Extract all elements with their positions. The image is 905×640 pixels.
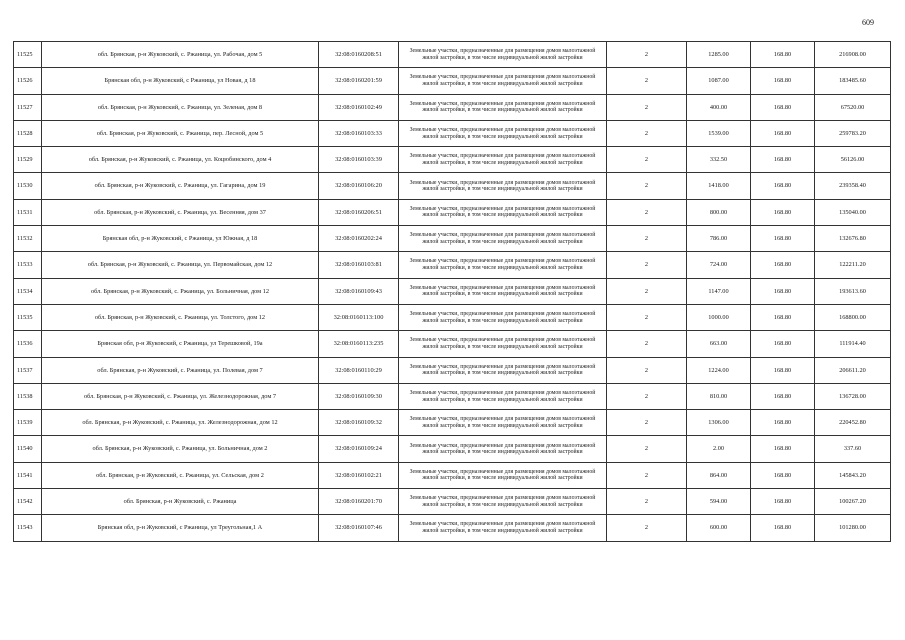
area-cell: 1539.00 xyxy=(687,120,751,146)
area-cell: 1087.00 xyxy=(687,68,751,94)
group-code-cell: 2 xyxy=(607,331,687,357)
cadastral-value-cell: 111914.40 xyxy=(815,331,891,357)
address-cell: обл. Брянская, р-н Жуковский, с. Ржаница, ул. Первомайская, дом 12 xyxy=(42,252,319,278)
cadastral-number-cell: 32:08:0160109:43 xyxy=(319,278,399,304)
land-category-cell: Земельные участки, предназначенные для размещения домов малоэтажной жилой застройки, в том числе индивидуальной жилой застройки xyxy=(399,489,607,515)
cadastral-value-cell: 101280.00 xyxy=(815,515,891,541)
land-category-cell: Земельные участки, предназначенные для размещения домов малоэтажной жилой застройки, в том числе индивидуальной жилой застройки xyxy=(399,462,607,488)
row-number-cell: 11539 xyxy=(14,410,42,436)
group-code-cell: 2 xyxy=(607,68,687,94)
row-number-cell: 11543 xyxy=(14,515,42,541)
group-code-cell: 2 xyxy=(607,436,687,462)
cadastral-value-cell: 337.60 xyxy=(815,436,891,462)
address-cell: обл. Брянская, р-н Жуковский, с. Ржаница xyxy=(42,489,319,515)
specific-value-cell: 168.80 xyxy=(751,331,815,357)
cadastral-number-cell: 32:08:0160109:30 xyxy=(319,383,399,409)
land-category-cell: Земельные участки, предназначенные для размещения домов малоэтажной жилой застройки, в том числе индивидуальной жилой застройки xyxy=(399,199,607,225)
address-cell: обл. Брянская, р-н Жуковский, с. Ржаница, ул. Весенняя, дом 37 xyxy=(42,199,319,225)
area-cell: 1418.00 xyxy=(687,173,751,199)
address-cell: обл. Брянская, р-н Жуковский, с. Ржаница, ул. Полевая, дом 7 xyxy=(42,357,319,383)
specific-value-cell: 168.80 xyxy=(751,278,815,304)
cadastral-value-cell: 135040.00 xyxy=(815,199,891,225)
land-category-cell: Земельные участки, предназначенные для размещения домов малоэтажной жилой застройки, в том числе индивидуальной жилой застройки xyxy=(399,278,607,304)
cadastral-value-cell: 216908.00 xyxy=(815,42,891,68)
table-row xyxy=(14,436,891,462)
cadastral-value-cell: 183485.60 xyxy=(815,68,891,94)
table-row xyxy=(14,120,891,146)
address-cell: обл. Брянская, р-н Жуковский, с. Ржаница, ул. Коцюбинского, дом 4 xyxy=(42,147,319,173)
table-row xyxy=(14,68,891,94)
row-number-cell: 11531 xyxy=(14,199,42,225)
cadastral-number-cell: 32:08:0160202:24 xyxy=(319,226,399,252)
cadastral-number-cell: 32:08:0160106:20 xyxy=(319,173,399,199)
land-category-cell: Земельные участки, предназначенные для размещения домов малоэтажной жилой застройки, в том числе индивидуальной жилой застройки xyxy=(399,68,607,94)
row-number-cell: 11534 xyxy=(14,278,42,304)
specific-value-cell: 168.80 xyxy=(751,94,815,120)
address-cell: обл. Брянская, р-н Жуковский, с. Ржаница, ул. Больничная, дом 12 xyxy=(42,278,319,304)
specific-value-cell: 168.80 xyxy=(751,42,815,68)
specific-value-cell: 168.80 xyxy=(751,489,815,515)
group-code-cell: 2 xyxy=(607,278,687,304)
cadastral-number-cell: 32:08:0160208:51 xyxy=(319,42,399,68)
group-code-cell: 2 xyxy=(607,226,687,252)
area-cell: 600.00 xyxy=(687,515,751,541)
area-cell: 864.00 xyxy=(687,462,751,488)
address-cell: обл. Брянская, р-н Жуковский, с. Ржаница, ул. Железнодорожная, дом 12 xyxy=(42,410,319,436)
area-cell: 1306.00 xyxy=(687,410,751,436)
group-code-cell: 2 xyxy=(607,42,687,68)
table-row xyxy=(14,331,891,357)
row-number-cell: 11536 xyxy=(14,331,42,357)
address-cell: обл. Брянская, р-н Жуковский, с. Ржаница, ул. Гагарина, дом 19 xyxy=(42,173,319,199)
group-code-cell: 2 xyxy=(607,383,687,409)
row-number-cell: 11525 xyxy=(14,42,42,68)
area-cell: 1000.00 xyxy=(687,304,751,330)
area-cell: 1285.00 xyxy=(687,42,751,68)
table-row xyxy=(14,410,891,436)
group-code-cell: 2 xyxy=(607,199,687,225)
table-body xyxy=(14,42,891,542)
cadastral-value-cell: 193613.60 xyxy=(815,278,891,304)
table-row xyxy=(14,147,891,173)
group-code-cell: 2 xyxy=(607,252,687,278)
row-number-cell: 11537 xyxy=(14,357,42,383)
table-row xyxy=(14,94,891,120)
specific-value-cell: 168.80 xyxy=(751,462,815,488)
table-row xyxy=(14,515,891,541)
address-cell: обл. Брянская, р-н Жуковский, с. Ржаница, ул. Железнодорожная, дом 7 xyxy=(42,383,319,409)
table-row xyxy=(14,383,891,409)
cadastral-value-cell: 168800.00 xyxy=(815,304,891,330)
address-cell: Брянская обл, р-н Жуковский, с Ржаница, ул Новая, д 18 xyxy=(42,68,319,94)
land-category-cell: Земельные участки, предназначенные для размещения домов малоэтажной жилой застройки, в том числе индивидуальной жилой застройки xyxy=(399,304,607,330)
cadastral-value-table xyxy=(13,41,891,542)
table-row xyxy=(14,462,891,488)
area-cell: 663.00 xyxy=(687,331,751,357)
page-number: 609 xyxy=(862,18,874,27)
specific-value-cell: 168.80 xyxy=(751,357,815,383)
table-row xyxy=(14,357,891,383)
cadastral-value-cell: 56126.00 xyxy=(815,147,891,173)
cadastral-number-cell: 32:08:0160110:29 xyxy=(319,357,399,383)
address-cell: обл. Брянская, р-н Жуковский, с. Ржаница, ул. Сельская, дом 2 xyxy=(42,462,319,488)
land-category-cell: Земельные участки, предназначенные для размещения домов малоэтажной жилой застройки, в том числе индивидуальной жилой застройки xyxy=(399,94,607,120)
specific-value-cell: 168.80 xyxy=(751,410,815,436)
land-category-cell: Земельные участки, предназначенные для размещения домов малоэтажной жилой застройки, в том числе индивидуальной жилой застройки xyxy=(399,515,607,541)
group-code-cell: 2 xyxy=(607,147,687,173)
group-code-cell: 2 xyxy=(607,120,687,146)
row-number-cell: 11528 xyxy=(14,120,42,146)
specific-value-cell: 168.80 xyxy=(751,436,815,462)
group-code-cell: 2 xyxy=(607,462,687,488)
land-category-cell: Земельные участки, предназначенные для размещения домов малоэтажной жилой застройки, в том числе индивидуальной жилой застройки xyxy=(399,383,607,409)
group-code-cell: 2 xyxy=(607,515,687,541)
area-cell: 2.00 xyxy=(687,436,751,462)
cadastral-number-cell: 32:08:0160201:70 xyxy=(319,489,399,515)
group-code-cell: 2 xyxy=(607,173,687,199)
row-number-cell: 11530 xyxy=(14,173,42,199)
address-cell: обл. Брянская, р-н Жуковский, с. Ржаница, пер. Лесной, дом 5 xyxy=(42,120,319,146)
area-cell: 800.00 xyxy=(687,199,751,225)
cadastral-number-cell: 32:08:0160201:59 xyxy=(319,68,399,94)
row-number-cell: 11527 xyxy=(14,94,42,120)
table-row xyxy=(14,252,891,278)
group-code-cell: 2 xyxy=(607,94,687,120)
specific-value-cell: 168.80 xyxy=(751,226,815,252)
cadastral-number-cell: 32:08:0160103:39 xyxy=(319,147,399,173)
land-category-cell: Земельные участки, предназначенные для размещения домов малоэтажной жилой застройки, в том числе индивидуальной жилой застройки xyxy=(399,226,607,252)
area-cell: 810.00 xyxy=(687,383,751,409)
address-cell: обл. Брянская, р-н Жуковский, с. Ржаница, ул. Больничная, дом 2 xyxy=(42,436,319,462)
group-code-cell: 2 xyxy=(607,489,687,515)
cadastral-value-cell: 132676.80 xyxy=(815,226,891,252)
cadastral-value-cell: 239358.40 xyxy=(815,173,891,199)
land-category-cell: Земельные участки, предназначенные для размещения домов малоэтажной жилой застройки, в том числе индивидуальной жилой застройки xyxy=(399,436,607,462)
specific-value-cell: 168.80 xyxy=(751,147,815,173)
area-cell: 724.00 xyxy=(687,252,751,278)
row-number-cell: 11529 xyxy=(14,147,42,173)
row-number-cell: 11526 xyxy=(14,68,42,94)
row-number-cell: 11541 xyxy=(14,462,42,488)
row-number-cell: 11535 xyxy=(14,304,42,330)
cadastral-number-cell: 32:08:0160109:32 xyxy=(319,410,399,436)
group-code-cell: 2 xyxy=(607,304,687,330)
cadastral-value-cell: 145843.20 xyxy=(815,462,891,488)
address-cell: Брянская обл, р-н Жуковский, с Ржаница, ул Терешковой, 19а xyxy=(42,331,319,357)
cadastral-number-cell: 32:08:0160103:33 xyxy=(319,120,399,146)
cadastral-number-cell: 32:08:0160113:235 xyxy=(319,331,399,357)
address-cell: обл. Брянская, р-н Жуковский, с. Ржаница, ул. Зеленая, дом 8 xyxy=(42,94,319,120)
specific-value-cell: 168.80 xyxy=(751,68,815,94)
group-code-cell: 2 xyxy=(607,357,687,383)
cadastral-value-cell: 122211.20 xyxy=(815,252,891,278)
table-row xyxy=(14,226,891,252)
row-number-cell: 11533 xyxy=(14,252,42,278)
address-cell: обл. Брянская, р-н Жуковский, с. Ржаница, ул. Рабочая, дом 5 xyxy=(42,42,319,68)
cadastral-number-cell: 32:08:0160102:21 xyxy=(319,462,399,488)
cadastral-number-cell: 32:08:0160109:24 xyxy=(319,436,399,462)
land-category-cell: Земельные участки, предназначенные для размещения домов малоэтажной жилой застройки, в том числе индивидуальной жилой застройки xyxy=(399,410,607,436)
area-cell: 786.00 xyxy=(687,226,751,252)
table-row xyxy=(14,199,891,225)
area-cell: 332.50 xyxy=(687,147,751,173)
cadastral-value-cell: 100267.20 xyxy=(815,489,891,515)
row-number-cell: 11532 xyxy=(14,226,42,252)
area-cell: 1147.00 xyxy=(687,278,751,304)
cadastral-value-cell: 206611.20 xyxy=(815,357,891,383)
specific-value-cell: 168.80 xyxy=(751,120,815,146)
table-row xyxy=(14,42,891,68)
row-number-cell: 11538 xyxy=(14,383,42,409)
cadastral-number-cell: 32:08:0160113:100 xyxy=(319,304,399,330)
land-category-cell: Земельные участки, предназначенные для размещения домов малоэтажной жилой застройки, в том числе индивидуальной жилой застройки xyxy=(399,120,607,146)
cadastral-number-cell: 32:08:0160206:51 xyxy=(319,199,399,225)
specific-value-cell: 168.80 xyxy=(751,515,815,541)
address-cell: обл. Брянская, р-н Жуковский, с. Ржаница, ул. Толстого, дом 12 xyxy=(42,304,319,330)
land-category-cell: Земельные участки, предназначенные для размещения домов малоэтажной жилой застройки, в том числе индивидуальной жилой застройки xyxy=(399,357,607,383)
table-row xyxy=(14,173,891,199)
area-cell: 1224.00 xyxy=(687,357,751,383)
land-category-cell: Земельные участки, предназначенные для размещения домов малоэтажной жилой застройки, в том числе индивидуальной жилой застройки xyxy=(399,42,607,68)
address-cell: Брянская обл, р-н Жуковский, с Ржаница, ул Южная, д 18 xyxy=(42,226,319,252)
land-category-cell: Земельные участки, предназначенные для размещения домов малоэтажной жилой застройки, в том числе индивидуальной жилой застройки xyxy=(399,173,607,199)
table-row xyxy=(14,489,891,515)
specific-value-cell: 168.80 xyxy=(751,252,815,278)
specific-value-cell: 168.80 xyxy=(751,199,815,225)
cadastral-value-cell: 136728.00 xyxy=(815,383,891,409)
area-cell: 400.00 xyxy=(687,94,751,120)
cadastral-value-cell: 259783.20 xyxy=(815,120,891,146)
cadastral-number-cell: 32:08:0160107:46 xyxy=(319,515,399,541)
land-category-cell: Земельные участки, предназначенные для размещения домов малоэтажной жилой застройки, в том числе индивидуальной жилой застройки xyxy=(399,331,607,357)
cadastral-number-cell: 32:08:0160102:49 xyxy=(319,94,399,120)
row-number-cell: 11542 xyxy=(14,489,42,515)
specific-value-cell: 168.80 xyxy=(751,383,815,409)
table-row xyxy=(14,304,891,330)
row-number-cell: 11540 xyxy=(14,436,42,462)
table-row xyxy=(14,278,891,304)
area-cell: 594.00 xyxy=(687,489,751,515)
land-category-cell: Земельные участки, предназначенные для размещения домов малоэтажной жилой застройки, в том числе индивидуальной жилой застройки xyxy=(399,147,607,173)
specific-value-cell: 168.80 xyxy=(751,173,815,199)
land-category-cell: Земельные участки, предназначенные для размещения домов малоэтажной жилой застройки, в том числе индивидуальной жилой застройки xyxy=(399,252,607,278)
cadastral-value-cell: 67520.00 xyxy=(815,94,891,120)
specific-value-cell: 168.80 xyxy=(751,304,815,330)
cadastral-number-cell: 32:08:0160103:81 xyxy=(319,252,399,278)
group-code-cell: 2 xyxy=(607,410,687,436)
cadastral-value-cell: 220452.80 xyxy=(815,410,891,436)
address-cell: Брянская обл, р-н Жуковский, с Ржаница, ул Треугольная,1 А xyxy=(42,515,319,541)
